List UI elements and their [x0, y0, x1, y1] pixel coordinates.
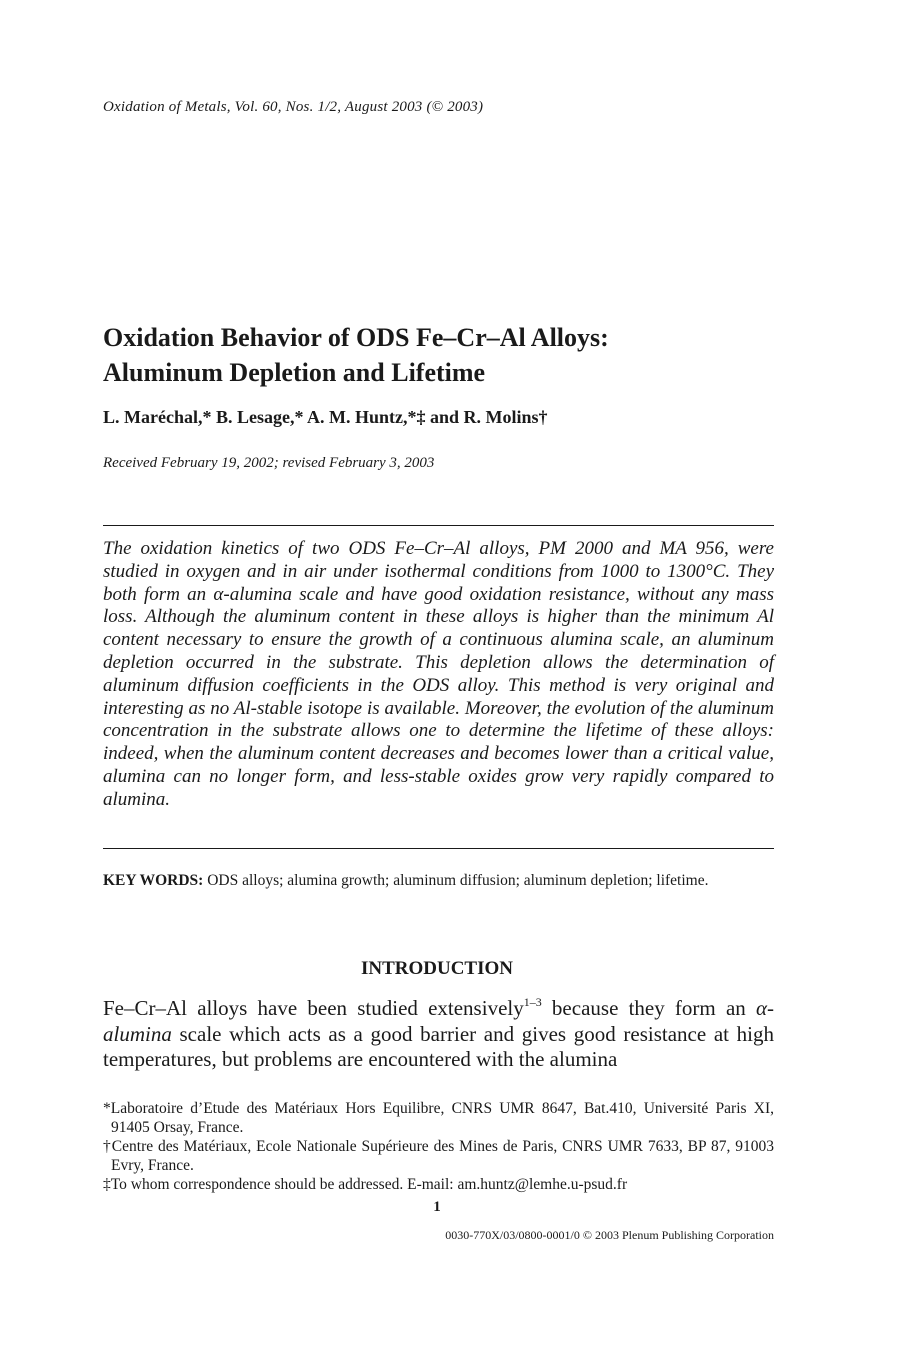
keywords-list: ODS alloys; alumina growth; aluminum diffusion; aluminum depletion; lifetime.	[207, 872, 709, 889]
received-dates: Received February 19, 2002; revised February 3, 2003	[103, 455, 435, 471]
footnote-correspondence: ‡To whom correspondence should be addressed. E-mail: am.huntz@lemhe.u-psud.fr	[103, 1176, 628, 1193]
copyright-line: 0030-770X/03/0800-0001/0 © 2003 Plenum Publishing Corporation	[445, 1228, 774, 1242]
introduction-paragraph	[103, 996, 774, 1073]
keywords	[103, 871, 774, 890]
intro-text-part3: scale which acts as a good barrier and gives good resistance at high temperatures, but problems are encountered with the alumina	[103, 1021, 774, 1071]
author-list: L. Maréchal,* B. Lesage,* A. M. Huntz,*‡ and R. Molins†	[103, 407, 548, 427]
footnote-affiliation-1: *Laboratoire d’Etude des Matériaux Hors Equilibre, CNRS UMR 8647, Bat.410, Université Paris XI, 91405 Orsay, France.	[103, 1100, 774, 1136]
page-number: 1	[433, 1199, 441, 1215]
section-heading-introduction: INTRODUCTION	[360, 958, 514, 979]
keywords-label: KEY WORDS:	[103, 872, 204, 889]
title-line-2: Aluminum Depletion and Lifetime	[103, 358, 486, 387]
intro-text-part1: Fe–Cr–Al alloys have been studied extensively	[103, 996, 524, 1020]
intro-text-part2: because they form an	[541, 996, 756, 1020]
citation-superscript: 1–3	[523, 995, 542, 1009]
footnotes	[103, 1099, 774, 1194]
abstract-top-rule	[103, 525, 774, 526]
alpha-alumina-term: α-alumina	[103, 996, 774, 1046]
title-line-1: Oxidation Behavior of ODS Fe–Cr–Al Alloys:	[103, 323, 609, 352]
journal-citation: Oxidation of Metals, Vol. 60, Nos. 1/2, August 2003 (© 2003)	[103, 99, 484, 115]
abstract-text: The oxidation kinetics of two ODS Fe–Cr–Al alloys, PM 2000 and MA 956, were studied in oxygen and in air under isothermal conditions from 1000 to 1300°C. They both form an α-alumina scale and have good oxidation resistance, without any mass loss. Although the aluminum content in these alloys is higher than the minimum Al content necessary to ensure the growth of a continuous alumina scale, an aluminum depletion occurred in the substrate. This depletion allows the determination of aluminum diffusion coefficients in the ODS alloy. This method is very original and interesting as no Al-stable isotope is available. Moreover, the evolution of the aluminum concentration in the substrate allows one to determine the lifetime of these alloys: indeed, when the aluminum content decreases and becomes lower than a critical value, alumina can no longer form, and less-stable oxides grow very rapidly compared to alumina.	[103, 538, 774, 810]
article-title	[103, 320, 783, 390]
footnote-affiliation-2: †Centre des Matériaux, Ecole Nationale Supérieure des Mines de Paris, CNRS UMR 7633, BP 87, 91003 Evry, France.	[103, 1138, 774, 1174]
abstract-bottom-rule	[103, 848, 774, 849]
